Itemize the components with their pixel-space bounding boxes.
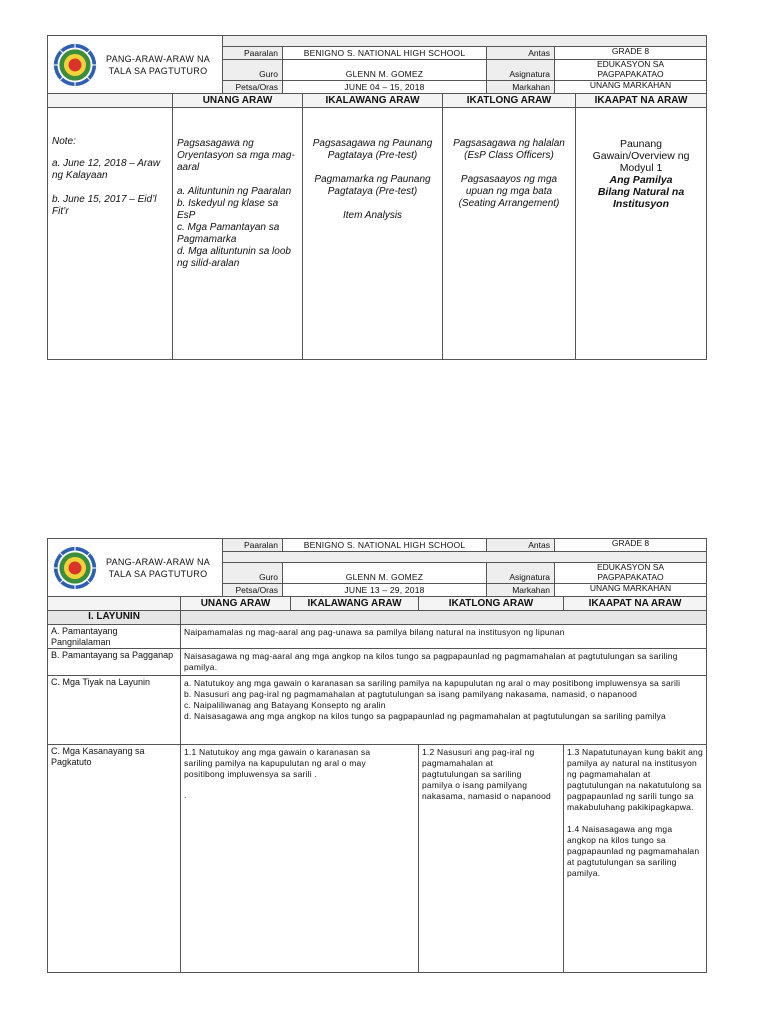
row-b-label: B. Pamantayang sa Pagganap [48, 649, 181, 676]
row-d-col3 [564, 745, 707, 973]
header-table-top [47, 35, 707, 94]
row-b-text: Naisasagawa ng mag-aaral ang mga angkop na kilos tungo sa pagpapaunlad ng pagmamahalan at pagtutulungan sa sariling pamilya. [181, 649, 707, 676]
day4-header: IKAAPAT NA ARAW [576, 94, 707, 108]
day4-cell [576, 108, 707, 360]
row-d-label: C. Mga Kasanayang sa Pagkatuto [48, 745, 181, 973]
asignatura-value [555, 60, 707, 81]
guro-label: Guro [223, 563, 283, 584]
note-cell [48, 108, 173, 360]
day2-header: IKALAWANG ARAW [291, 597, 419, 611]
header-top-strip [223, 36, 707, 47]
day3-cell [443, 108, 576, 360]
row-d-col1 [181, 745, 419, 973]
day2-para-1: Pagsasagawa ng Paunang Pagtataya (Pre-test) [312, 138, 433, 161]
markahan-value: UNANG MARKAHAN [555, 81, 707, 94]
asignatura-value-line1: EDUKASYON SA [596, 59, 665, 69]
note-item-1: a. June 12, 2018 – Araw ng Kalayaan [52, 158, 161, 181]
day2-para-3: Item Analysis [342, 210, 403, 221]
section-layunin-fill [181, 611, 707, 625]
school-seal-icon [52, 545, 98, 591]
day1-item-d: d. Mga alituntunin sa loob ng silid-aralan [177, 246, 291, 269]
school-seal-icon [52, 42, 98, 88]
row-c-cell [181, 676, 707, 745]
daily-plan-table-bottom [47, 596, 707, 973]
paaralan-label: Paaralan [223, 539, 283, 552]
row-d-col3-para-1: 1.3 Napatutunayan kung bakit ang pamilya ay natural na institusyon ng pagmamahalan at pagtutulungan na nakatutulong sa pagpapaunlad ng sarili tungo sa makabuluhang pakikipagkapwa. [567, 747, 703, 812]
petsa-value: JUNE 13 – 29, 2018 [283, 584, 487, 597]
day1-item-a: a. Alituntunin ng Paaralan [177, 186, 292, 197]
form-title-line2: TALA SA PAGTUTURO [108, 568, 208, 579]
antas-value: GRADE 8 [555, 539, 707, 552]
header-table-bottom [47, 538, 707, 597]
markahan-label: Markahan [487, 584, 555, 597]
row-c-item-a: a. Natutukoy ang mga gawain o karanasan sa sariling pamilya na kapupulutan ng aral o may positibong impluwensya sa sarili [184, 678, 681, 688]
day2-cell [303, 108, 443, 360]
day1-item-c: c. Mga Pamantayan sa Pagmamarka [177, 222, 280, 245]
asignatura-label: Asignatura [487, 60, 555, 81]
row-c-item-c: c. Naipaliliwanag ang Batayang Konsepto ng aralin [184, 700, 386, 710]
paaralan-value: BENIGNO S. NATIONAL HIGH SCHOOL [283, 539, 487, 552]
blank-header-cell [48, 94, 173, 108]
row-c-label: C. Mga Tiyak na Layunin [48, 676, 181, 745]
row-d-col2 [419, 745, 564, 973]
row-c-item-d: d. Naisasagawa ang mga angkop na kilos tungo sa pagpapaunlad ng pagmamahalan at pagtutulungan sa sariling pamilya [184, 711, 666, 721]
day1-header: UNANG ARAW [173, 94, 303, 108]
day4-para-2: Ang Pamilya Bilang Natural na Institusyon [597, 174, 685, 210]
row-d-col1-text: 1.1 Natutukoy ang mga gawain o karanasan sa sariling pamilya na kapupulutan ng aral o may positibong impluwensya sa sarili . [184, 747, 371, 779]
asignatura-value-line2: PAGPAPAKATAO [597, 68, 664, 79]
asignatura-value-line2: PAGPAPAKATAO [597, 571, 664, 582]
row-d-col2-text: 1.2 Nasusuri ang pag-iral ng pagmamahalan at pagtutulungan sa sariling pamilya o isang pamilyang nakasama, namasid o napanood [422, 747, 551, 801]
antas-value: GRADE 8 [555, 47, 707, 60]
row-a-label: A. Pamantayang Pangnilalaman [48, 625, 181, 649]
guro-value: GLENN M. GOMEZ [283, 563, 487, 584]
antas-label: Antas [487, 47, 555, 60]
day3-header: IKATLONG ARAW [443, 94, 576, 108]
day1-item-b: b. Iskedyul ng klase sa EsP [177, 198, 279, 221]
note-item-2: b. June 15, 2017 – Eid’l Fit’r [52, 194, 157, 217]
row-d-col3-para-2: 1.4 Naisasagawa ang mga angkop na kilos tungo sa pagpapaunlad ng pagmamahalan at pagtutulungan sa sariling pamilya. [567, 824, 700, 878]
day3-header: IKATLONG ARAW [419, 597, 564, 611]
header-mid-strip [223, 552, 707, 563]
asignatura-value [555, 563, 707, 584]
row-c-item-b: b. Nasusuri ang pag-iral ng pagmamahalan at pagtutulungan sa isang pamilyang nakasama, namasid, o napanood [184, 689, 638, 699]
paaralan-label: Paaralan [223, 47, 283, 60]
row-a-text: Naipamamalas ng mag-aaral ang pag-unawa sa pamilya bilang natural na institusyon ng lipunan [181, 625, 707, 649]
form-title-line1: PANG-ARAW-ARAW NA [105, 53, 211, 64]
day3-para-1: Pagsasagawa ng halalan (EsP Class Officers) [453, 138, 565, 161]
asignatura-label: Asignatura [487, 563, 555, 584]
asignatura-value-line1: EDUKASYON SA [596, 562, 665, 572]
section-layunin: I. LAYUNIN [48, 611, 181, 625]
antas-label: Antas [487, 539, 555, 552]
day3-para-2: Pagsasaayos ng mga upuan ng mga bata (Seating Arrangement) [458, 174, 560, 209]
form-title-line2: TALA SA PAGTUTURO [108, 65, 208, 76]
markahan-label: Markahan [487, 81, 555, 94]
day2-para-2: Pagmamarka ng Paunang Pagtataya (Pre-test) [314, 174, 431, 197]
day2-header: IKALAWANG ARAW [303, 94, 443, 108]
guro-value: GLENN M. GOMEZ [283, 60, 487, 81]
school-logo-cell [48, 539, 223, 597]
day1-header: UNANG ARAW [181, 597, 291, 611]
day1-cell [173, 108, 303, 360]
day4-header: IKAAPAT NA ARAW [564, 597, 707, 611]
row-d-col1-dot: . [184, 790, 187, 800]
guro-label: Guro [223, 60, 283, 81]
paaralan-value: BENIGNO S. NATIONAL HIGH SCHOOL [283, 47, 487, 60]
petsa-value: JUNE 04 – 15, 2018 [283, 81, 487, 94]
petsa-label: Petsa/Oras [223, 584, 283, 597]
school-logo-cell [48, 36, 223, 94]
form-title-line1: PANG-ARAW-ARAW NA [105, 556, 211, 567]
note-title: Note: [52, 136, 76, 147]
markahan-value: UNANG MARKAHAN [555, 584, 707, 597]
daily-plan-table-top [47, 93, 707, 360]
day4-para-1: Paunang Gawain/Overview ng Modyul 1 [592, 138, 690, 174]
blank-header-cell [48, 597, 181, 611]
petsa-label: Petsa/Oras [223, 81, 283, 94]
day1-title: Pagsasagawa ng Oryentasyon sa mga mag-aaral [177, 138, 295, 173]
